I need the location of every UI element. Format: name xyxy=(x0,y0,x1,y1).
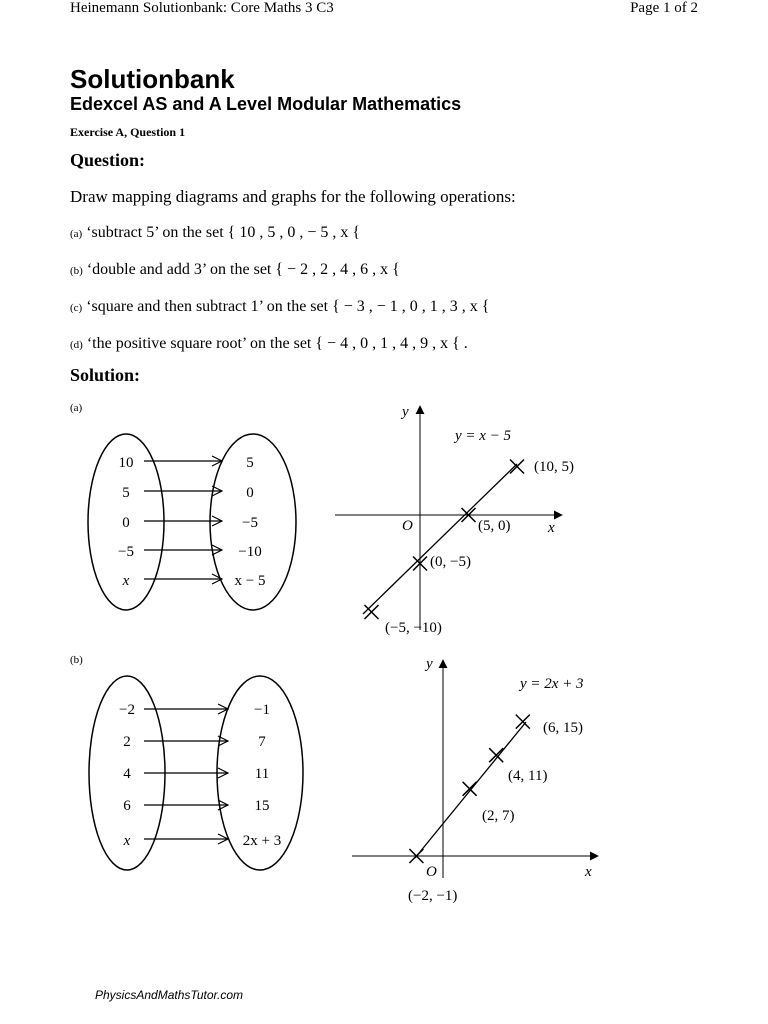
question-item-text: ‘square and then subtract 1’ on the set { − 3 , − 1 , 0 , 1 , 3 , x { xyxy=(86,298,490,315)
page-subtitle: Edexcel AS and A Level Modular Mathematics xyxy=(70,94,462,114)
graph-equation: y = 2x + 3 xyxy=(520,676,584,692)
question-item-text: ‘double and add 3’ on the set { − 2 , 2 , 4 , 6 , x { xyxy=(86,261,400,278)
graph-line xyxy=(363,464,517,614)
question-item-label: (c) xyxy=(70,302,83,314)
point-label: (0, −5) xyxy=(430,554,471,570)
question-item-label: (a) xyxy=(70,228,83,240)
mapping-diagram-b xyxy=(89,676,303,870)
point-label: (10, 5) xyxy=(534,459,574,475)
question-item-text: ‘subtract 5’ on the set { 10 , 5 , 0 , − 5 , x { xyxy=(86,224,361,241)
y-axis-label: y xyxy=(426,656,433,672)
mapping-input: x xyxy=(123,833,131,849)
mapping-input: 6 xyxy=(123,798,131,814)
mapping-input: 10 xyxy=(118,455,134,471)
page-title: Solutionbank xyxy=(70,64,235,94)
part-b-label: (b) xyxy=(70,654,83,666)
mapping-input: 5 xyxy=(122,485,130,501)
point-label: (4, 11) xyxy=(508,768,548,784)
origin-label: O xyxy=(426,864,437,880)
mapping-input: −2 xyxy=(119,702,135,718)
mapping-output: x − 5 xyxy=(234,573,266,589)
graph-point-markers xyxy=(409,715,529,863)
mapping-input: 4 xyxy=(123,766,131,782)
graph-point-markers xyxy=(365,460,525,620)
mapping-output: 2x + 3 xyxy=(242,833,282,849)
point-marker xyxy=(489,748,503,762)
point-marker xyxy=(365,605,379,619)
y-axis-label: y xyxy=(402,404,409,420)
x-axis-label: x xyxy=(548,520,555,536)
mapping-input: 2 xyxy=(123,734,131,750)
running-header-left: Heinemann Solutionbank: Core Maths 3 C3 xyxy=(70,0,334,16)
point-label: (5, 0) xyxy=(478,518,511,534)
point-label: (−5, −10) xyxy=(385,620,442,636)
mapping-output: −5 xyxy=(242,515,258,531)
origin-label: O xyxy=(402,518,413,534)
question-intro: Draw mapping diagrams and graphs for the following operations: xyxy=(70,187,516,206)
point-marker xyxy=(463,782,477,796)
mapping-output: 15 xyxy=(254,798,270,814)
part-a-label: (a) xyxy=(70,402,83,414)
x-axis-label: x xyxy=(585,864,592,880)
mapping-output: −1 xyxy=(254,702,270,718)
question-heading: Question: xyxy=(70,150,146,170)
point-label: (−2, −1) xyxy=(408,888,458,904)
exercise-label: Exercise A, Question 1 xyxy=(70,125,186,139)
mapping-input: 0 xyxy=(122,515,130,531)
question-item-text: ‘the positive square root’ on the set { − 4 , 0 , 1 , 4 , 9 , x { . xyxy=(86,335,468,352)
graph-a xyxy=(335,404,574,636)
graph-b xyxy=(352,656,598,904)
point-label: (6, 15) xyxy=(543,720,583,736)
mapping-output: 7 xyxy=(258,734,266,750)
point-label: (2, 7) xyxy=(482,808,515,824)
mapping-input: x xyxy=(122,573,130,589)
mapping-arrows-b xyxy=(144,709,228,839)
mapping-diagram-a xyxy=(88,434,296,610)
question-item-label: (b) xyxy=(70,265,83,277)
graph-equation: y = x − 5 xyxy=(455,428,512,444)
mapping-output: 11 xyxy=(254,766,270,782)
mapping-output: 5 xyxy=(246,455,254,471)
question-item-label: (d) xyxy=(70,339,83,351)
running-header-page: Page 1 of 2 xyxy=(630,0,698,16)
footer-watermark: PhysicsAndMathsTutor.com xyxy=(95,988,244,1002)
point-marker xyxy=(510,460,524,474)
solution-heading: Solution: xyxy=(70,365,141,385)
mapping-output: −10 xyxy=(238,544,262,560)
mapping-output: 0 xyxy=(246,485,254,501)
mapping-input: −5 xyxy=(118,544,134,560)
